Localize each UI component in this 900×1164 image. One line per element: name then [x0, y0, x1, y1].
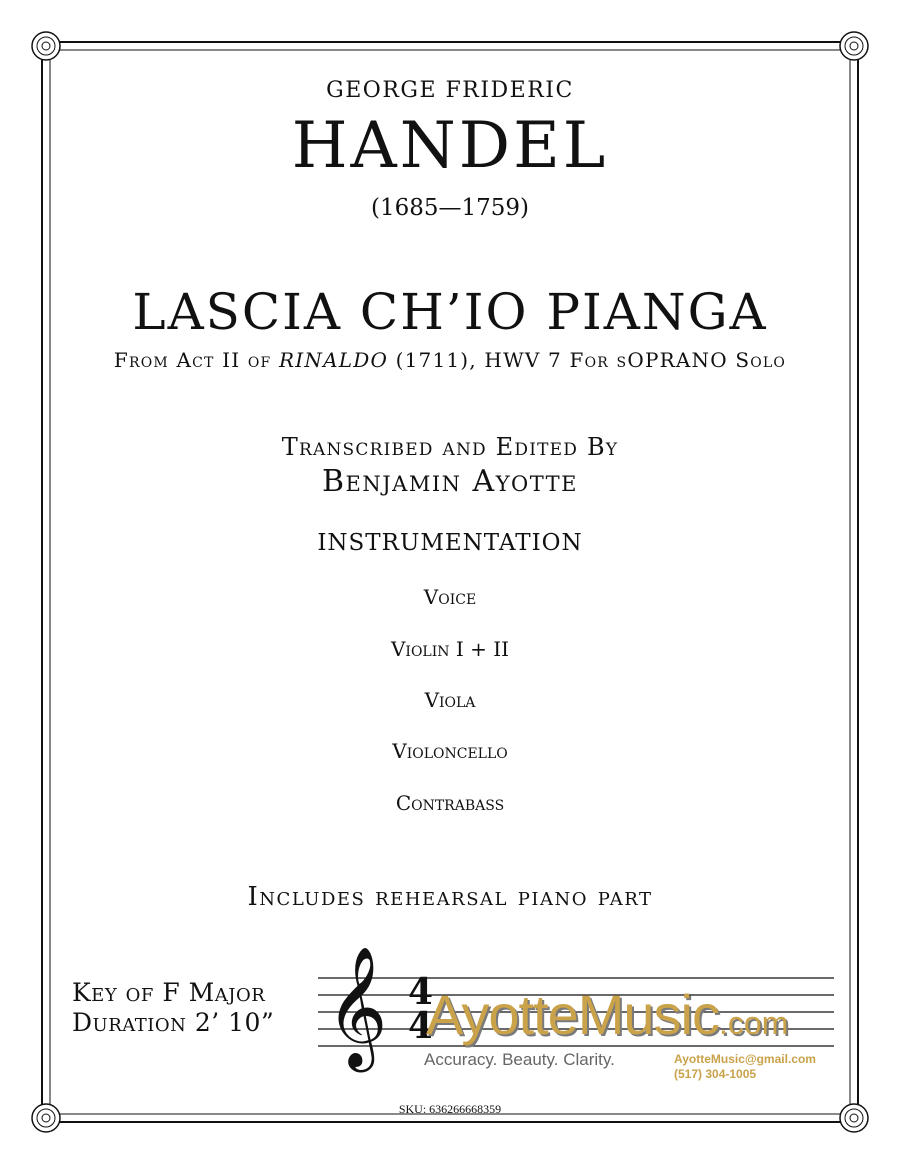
logo-email: AyotteMusic@gmail.com: [674, 1052, 816, 1066]
editor-credit-label: Transcribed and Edited By: [281, 433, 619, 461]
corner-ornament-top-right: [840, 32, 868, 60]
work-subtitle: From Act II of RINALDO (1711), HWV 7 For sOPRANO Solo: [113, 348, 787, 372]
corner-ornament-top-left: [32, 32, 60, 60]
ayotte-music-logo: [318, 945, 838, 1081]
treble-clef-icon: 𝄞: [326, 945, 388, 1067]
logo-tagline: Accuracy. Beauty. Clarity.: [424, 1050, 615, 1069]
key-info: Key of F Major: [72, 978, 266, 1007]
editor-name: Benjamin Ayotte: [321, 464, 579, 499]
instrument-viola: Viola: [424, 688, 476, 712]
composer-dates: (1685—1759): [370, 195, 529, 221]
instrument-contrabass: Contrabass: [395, 791, 505, 815]
sku-label: SKU: 636266668359: [398, 1102, 502, 1116]
rehearsal-note: Includes rehearsal piano part: [247, 882, 653, 912]
instrument-violin: Violin I + II: [390, 637, 510, 661]
wordmark-main: AyotteMusic: [426, 983, 719, 1046]
composer-first-names: GEORGE FRIDERIC: [326, 78, 574, 103]
logo-phone: (517) 304-1005: [674, 1067, 757, 1081]
composer-surname: HANDEL: [291, 109, 609, 183]
opera-name: RINALDO: [279, 348, 389, 372]
time-signature-bottom: 4: [408, 1005, 434, 1047]
instrumentation-heading: INSTRUMENTATION: [317, 530, 583, 556]
logo-wordmark: [426, 982, 788, 1047]
instrument-violoncello: Violoncello: [392, 739, 508, 763]
wordmark-domain: .com: [718, 1005, 789, 1041]
work-title: LASCIA CH’IO PIANGA: [132, 283, 768, 341]
duration-info: Duration 2’ 10”: [72, 1008, 275, 1037]
time-signature-top: 4: [408, 971, 434, 1013]
instrument-voice: Voice: [423, 585, 477, 609]
